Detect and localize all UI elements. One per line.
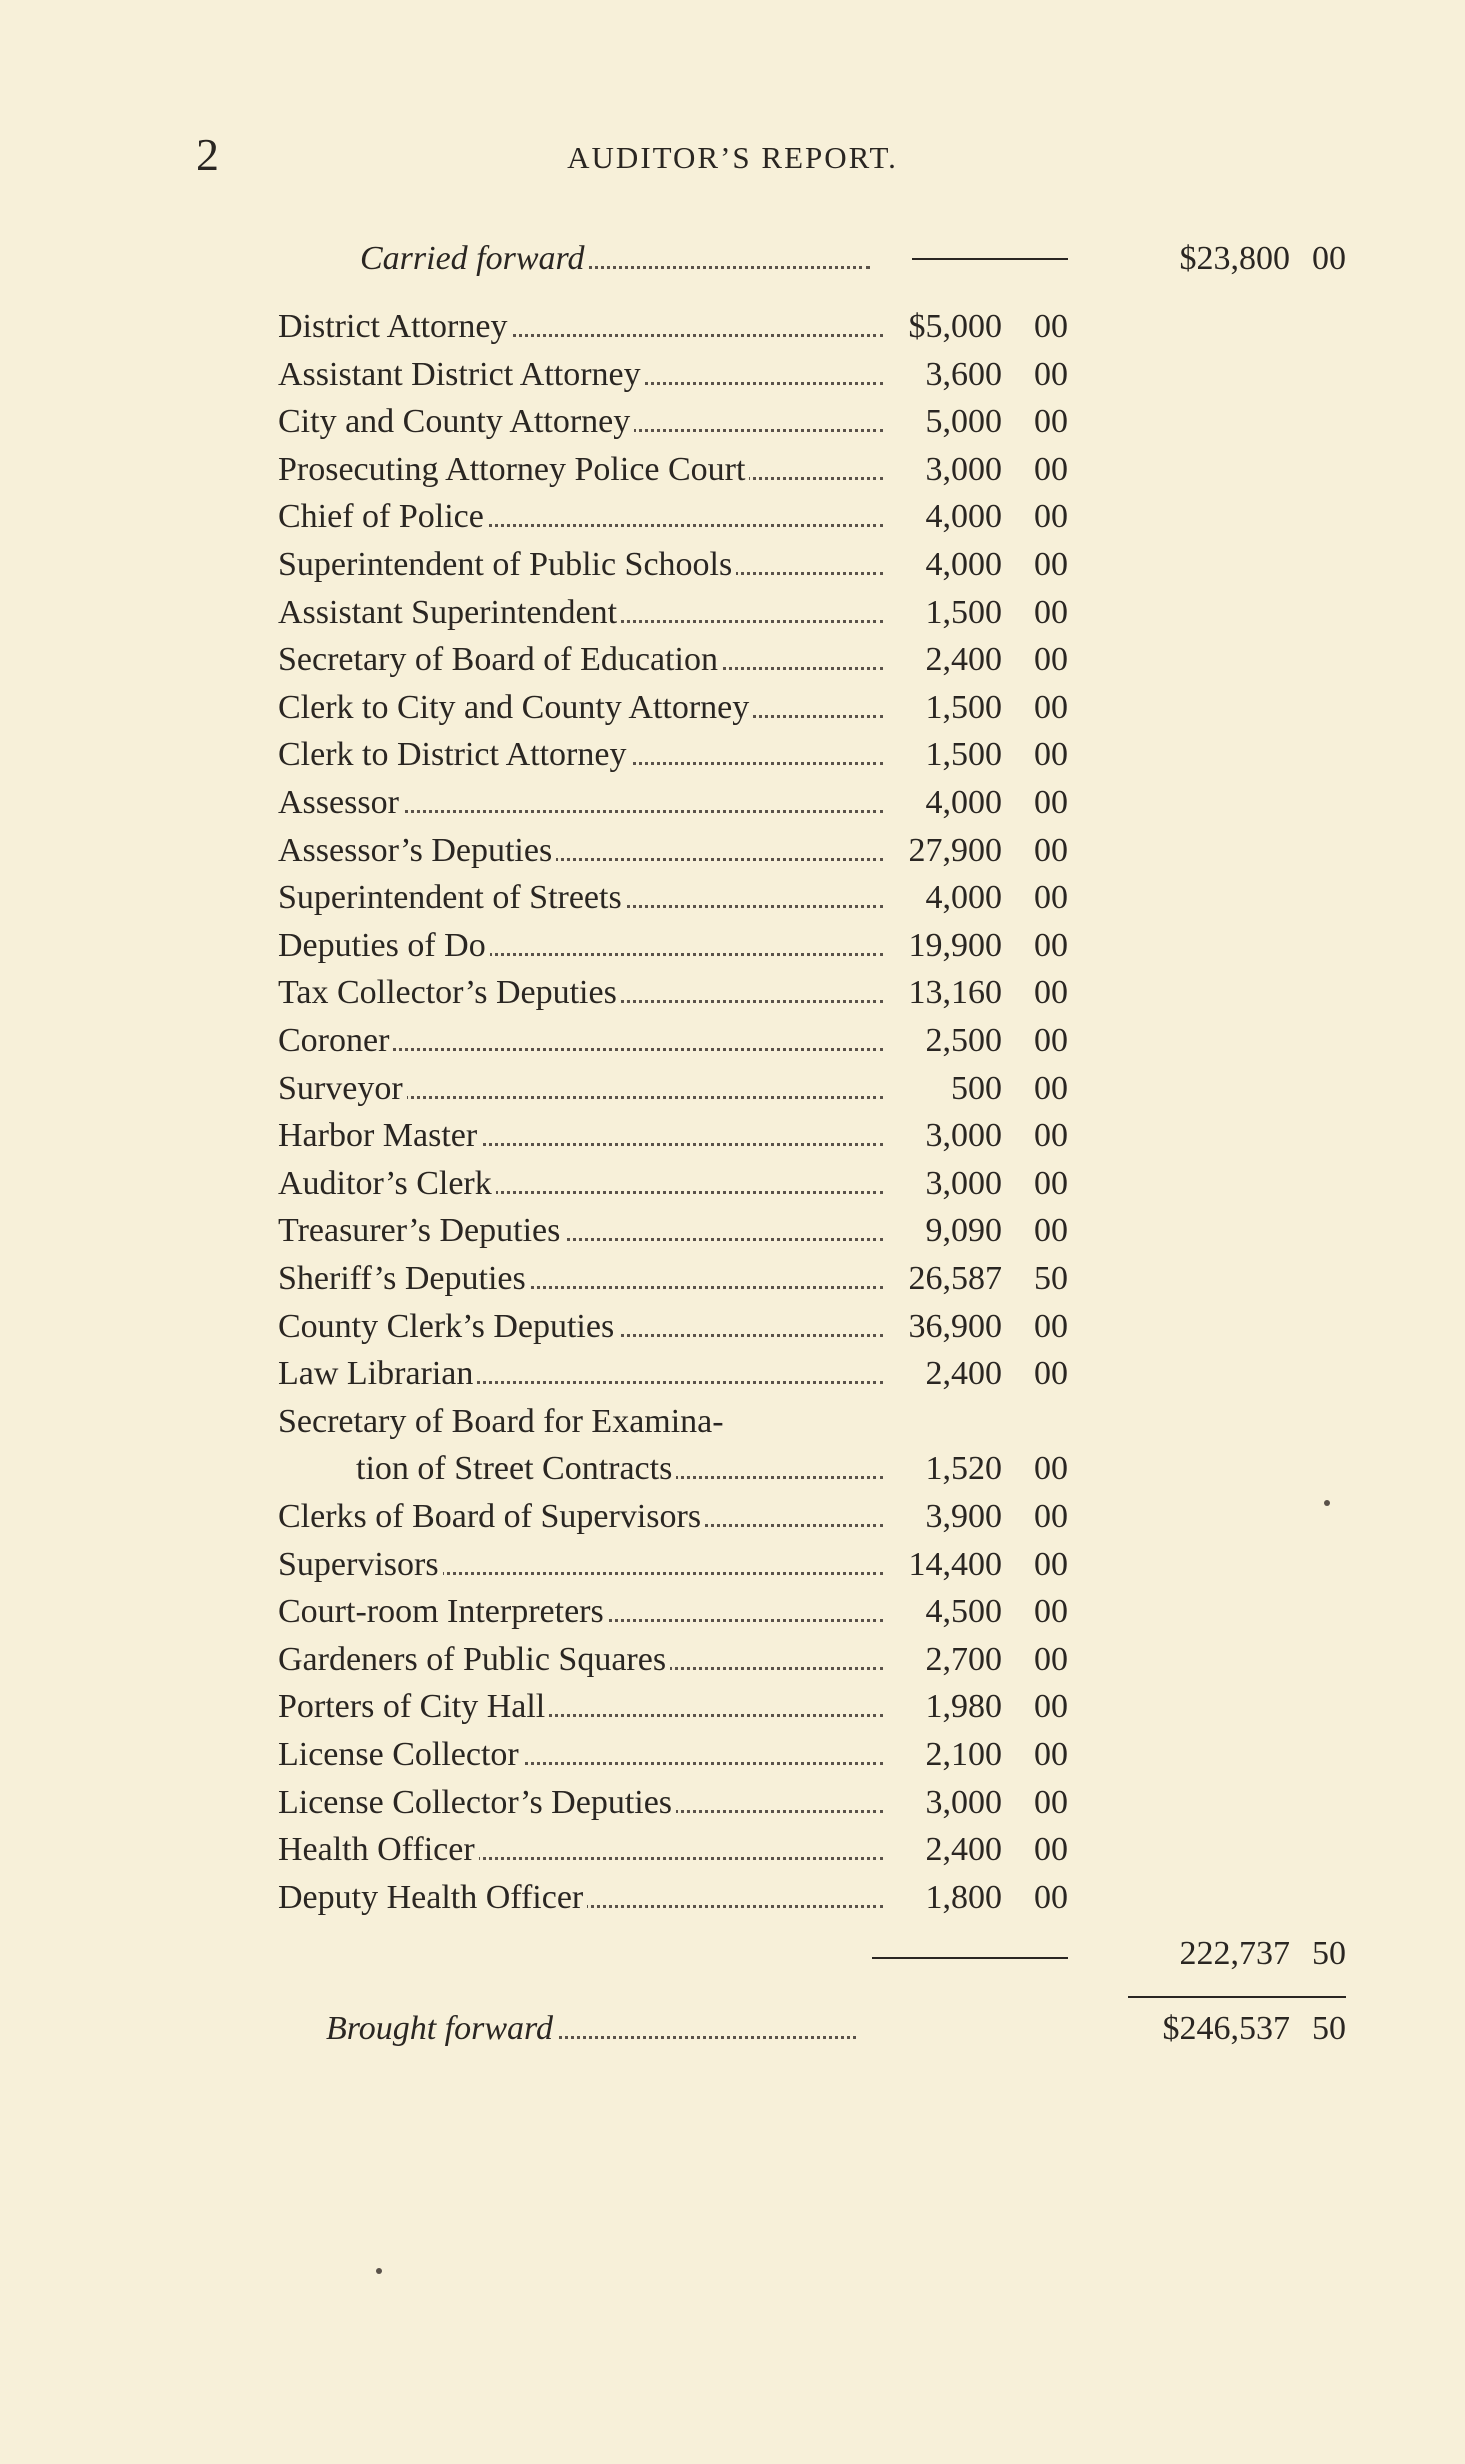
salary-label-cell: [278, 1022, 883, 1060]
salary-label-cell: [278, 1498, 883, 1536]
salary-label: Clerks of Board of Supervisors: [278, 1498, 705, 1535]
carried-forward-dash: [912, 258, 1068, 260]
salary-label-cell: [278, 736, 883, 774]
salary-cents: 00: [1034, 927, 1068, 964]
salary-label: Deputy Health Officer: [278, 1879, 587, 1916]
salary-cents: 00: [1034, 1212, 1068, 1249]
salary-dollars: 26,587: [908, 1260, 1002, 1297]
salary-cents: 00: [1034, 308, 1068, 345]
salary-dollars: 4,500: [925, 1593, 1002, 1630]
salary-dollars: 3,000: [925, 451, 1002, 488]
salary-dollars: $5,000: [908, 308, 1002, 345]
salary-dollars: 4,000: [925, 879, 1002, 916]
salary-row: [0, 1117, 1465, 1163]
salary-row: [0, 594, 1465, 640]
salary-row: [0, 641, 1465, 687]
salary-label: Surveyor: [278, 1070, 407, 1107]
salary-row: [0, 1831, 1465, 1877]
salary-cents: 00: [1034, 689, 1068, 726]
salary-label: Assistant Superintendent: [278, 594, 621, 631]
salary-label-cell: [278, 879, 883, 917]
paper-speck: [376, 2268, 382, 2274]
subtotal-dollars: 222,737: [1179, 1935, 1290, 1972]
salary-label-cell: [278, 498, 883, 536]
salary-cents: 00: [1034, 1165, 1068, 1202]
salary-dollars: 3,000: [925, 1117, 1002, 1154]
salary-label: City and County Attorney: [278, 403, 634, 440]
salary-label: Sheriff’s Deputies: [278, 1260, 530, 1297]
salary-label: Chief of Police: [278, 498, 488, 535]
salary-dollars: 2,400: [925, 1355, 1002, 1392]
salary-cents: 00: [1034, 1070, 1068, 1107]
salary-row: [0, 1070, 1465, 1116]
salary-label: tion of Street Contracts: [356, 1450, 676, 1487]
salary-label: License Collector’s Deputies: [278, 1784, 676, 1821]
salary-label: Assessor’s Deputies: [278, 832, 556, 869]
salary-row: [0, 1022, 1465, 1068]
brought-forward-dollars: $246,537: [1162, 2010, 1290, 2047]
salary-cents: 00: [1034, 1831, 1068, 1868]
salary-label-cell: [278, 1688, 883, 1726]
salary-row: [0, 308, 1465, 354]
salary-label: Clerk to District Attorney: [278, 736, 630, 773]
salary-dollars: 500: [951, 1070, 1002, 1107]
salary-dollars: 2,400: [925, 1831, 1002, 1868]
salary-label: License Collector: [278, 1736, 523, 1773]
salary-dollars: 1,500: [925, 736, 1002, 773]
salary-cents: 00: [1034, 498, 1068, 535]
salary-cents: 00: [1034, 879, 1068, 916]
salary-dollars: 2,700: [925, 1641, 1002, 1678]
salary-cents: 00: [1034, 641, 1068, 678]
page-number: 2: [196, 129, 219, 180]
salary-dollars: 1,500: [925, 689, 1002, 726]
salary-cents: 00: [1034, 1593, 1068, 1630]
salary-cents: 00: [1034, 451, 1068, 488]
salary-label-cell: [278, 1879, 883, 1917]
salary-label: Superintendent of Public Schools: [278, 546, 736, 583]
salary-row: [0, 1736, 1465, 1782]
salary-label-cell: [278, 1546, 883, 1584]
salary-label-cell: [278, 1070, 883, 1108]
salary-row: [0, 546, 1465, 592]
salary-label-cell: [278, 1308, 883, 1346]
subtotal-row: [0, 1935, 1465, 1981]
brought-forward-label: Brought forward: [326, 2010, 557, 2047]
running-head: AUDITOR’S REPORT.: [567, 140, 898, 175]
carried-forward-dollars: $23,800: [1179, 240, 1290, 277]
salary-dollars: 3,600: [925, 356, 1002, 393]
salary-dollars: 3,900: [925, 1498, 1002, 1535]
salary-label-cell: [278, 689, 883, 727]
salary-dollars: 4,000: [925, 784, 1002, 821]
salary-label-cell: [278, 1212, 883, 1250]
salary-cents: 00: [1034, 356, 1068, 393]
salary-cents: 00: [1034, 736, 1068, 773]
total-rule: [1128, 1996, 1346, 1998]
salary-row: [0, 356, 1465, 402]
brought-forward-row: [0, 2010, 1465, 2056]
salary-label: District Attorney: [278, 308, 511, 345]
salary-dollars: 2,500: [925, 1022, 1002, 1059]
salary-label-cell: [278, 832, 883, 870]
salary-row: [0, 498, 1465, 544]
salary-row: [0, 1688, 1465, 1734]
salary-cents: 00: [1034, 403, 1068, 440]
salary-label: Assistant District Attorney: [278, 356, 645, 393]
carried-forward-label-cell: [360, 240, 870, 278]
salary-label: Harbor Master: [278, 1117, 481, 1154]
salary-label-cell: [356, 1450, 883, 1488]
salary-row: [0, 403, 1465, 449]
salary-label: Prosecuting Attorney Police Court: [278, 451, 749, 488]
salary-row: [0, 1498, 1465, 1544]
brought-forward-label-cell: [326, 2010, 856, 2048]
salary-cents: 00: [1034, 1450, 1068, 1487]
salary-label: Clerk to City and County Attorney: [278, 689, 753, 726]
salary-dollars: 14,400: [908, 1546, 1002, 1583]
salary-label: Tax Collector’s Deputies: [278, 974, 621, 1011]
salary-row: [0, 1784, 1465, 1830]
salary-label-cell: [278, 451, 883, 489]
salary-row: [0, 1355, 1465, 1401]
salary-label-cell: [278, 546, 883, 584]
salary-dollars: 3,000: [925, 1165, 1002, 1202]
salary-row: [0, 1308, 1465, 1354]
salary-cents: 00: [1034, 784, 1068, 821]
salary-dollars: 2,400: [925, 641, 1002, 678]
salary-label-cell: [278, 974, 883, 1012]
salary-cents: 00: [1034, 832, 1068, 869]
salary-cents: 50: [1034, 1260, 1068, 1297]
salary-cents: 00: [1034, 1022, 1068, 1059]
salary-dollars: 1,500: [925, 594, 1002, 631]
salary-row: [0, 1450, 1465, 1496]
salary-dollars: 1,800: [925, 1879, 1002, 1916]
salary-row: [0, 784, 1465, 830]
salary-row: [0, 1212, 1465, 1258]
salary-row: [0, 927, 1465, 973]
salary-cents: 00: [1034, 1498, 1068, 1535]
salary-row: [0, 1165, 1465, 1211]
salary-row: [0, 1641, 1465, 1687]
salary-label: Health Officer: [278, 1831, 479, 1868]
salary-label-cell: [278, 1117, 883, 1155]
salary-label-cell: [278, 1784, 883, 1822]
salary-label-cell: [278, 308, 883, 346]
salary-row: [0, 879, 1465, 925]
salary-dollars: 1,980: [925, 1688, 1002, 1725]
salary-label: Auditor’s Clerk: [278, 1165, 496, 1202]
carried-forward-label: Carried forward: [360, 240, 589, 277]
salary-label-cell: [278, 641, 883, 679]
salary-dollars: 13,160: [908, 974, 1002, 1011]
salary-label: County Clerk’s Deputies: [278, 1308, 618, 1345]
salary-row: [0, 736, 1465, 782]
salary-dollars: 1,520: [925, 1450, 1002, 1487]
salary-cents: 00: [1034, 1736, 1068, 1773]
salary-label-cell: [278, 1355, 883, 1393]
salary-label: Assessor: [278, 784, 403, 821]
salary-dollars: 27,900: [908, 832, 1002, 869]
salary-label: Supervisors: [278, 1546, 443, 1583]
salary-label-cell: [278, 1831, 883, 1869]
carried-forward-row: [0, 240, 1465, 286]
salary-label-cell: [278, 594, 883, 632]
salary-label-cell: [278, 784, 883, 822]
salary-cents: 00: [1034, 974, 1068, 1011]
salary-label: Secretary of Board of Education: [278, 641, 722, 678]
salary-dollars: 2,100: [925, 1736, 1002, 1773]
salary-cents: 00: [1034, 1546, 1068, 1583]
salary-label-cell: [278, 1593, 883, 1631]
carried-forward-cents: 00: [1312, 240, 1346, 277]
salary-label: Porters of City Hall: [278, 1688, 549, 1725]
salary-row: [0, 689, 1465, 735]
salary-label: Deputies of Do: [278, 927, 490, 964]
salary-label-cell: [278, 1165, 883, 1203]
salary-label-cell: [278, 403, 883, 441]
salary-dollars: 4,000: [925, 498, 1002, 535]
subtotal-cents: 50: [1312, 1935, 1346, 1972]
salary-dollars: 3,000: [925, 1784, 1002, 1821]
salary-row: [0, 1403, 1465, 1449]
salary-cents: 00: [1034, 1117, 1068, 1154]
salary-label-cell: [278, 1736, 883, 1774]
paper-speck: [1324, 1500, 1330, 1506]
salary-row: [0, 1260, 1465, 1306]
salary-label-cell: [278, 927, 883, 965]
salary-row: [0, 1593, 1465, 1639]
salary-label: Superintendent of Streets: [278, 879, 626, 916]
salary-dollars: 4,000: [925, 546, 1002, 583]
salary-label: Secretary of Board for Examina-: [278, 1403, 728, 1440]
salary-label-cell: [278, 356, 883, 394]
salary-cents: 00: [1034, 1308, 1068, 1345]
salary-cents: 00: [1034, 1641, 1068, 1678]
salary-dollars: 5,000: [925, 403, 1002, 440]
salary-label-cell: [278, 1260, 883, 1298]
salary-cents: 00: [1034, 546, 1068, 583]
salary-cents: 00: [1034, 1784, 1068, 1821]
salary-label: Gardeners of Public Squares: [278, 1641, 670, 1678]
salary-row: [0, 1879, 1465, 1925]
salary-label: Coroner: [278, 1022, 393, 1059]
salary-dollars: 19,900: [908, 927, 1002, 964]
salary-cents: 00: [1034, 594, 1068, 631]
salary-label: Law Librarian: [278, 1355, 477, 1392]
salary-cents: 00: [1034, 1688, 1068, 1725]
salary-cents: 00: [1034, 1879, 1068, 1916]
brought-forward-cents: 50: [1312, 2010, 1346, 2047]
salary-row: [0, 451, 1465, 497]
salary-cents: 00: [1034, 1355, 1068, 1392]
salary-row: [0, 1546, 1465, 1592]
salary-label-cell: [278, 1641, 883, 1679]
salary-row: [0, 974, 1465, 1020]
salary-dollars: 9,090: [925, 1212, 1002, 1249]
salary-dollars: 36,900: [908, 1308, 1002, 1345]
salary-label: Treasurer’s Deputies: [278, 1212, 564, 1249]
salary-row: [0, 832, 1465, 878]
salary-label-cell: [278, 1403, 883, 1441]
salary-label: Court-room Interpreters: [278, 1593, 608, 1630]
